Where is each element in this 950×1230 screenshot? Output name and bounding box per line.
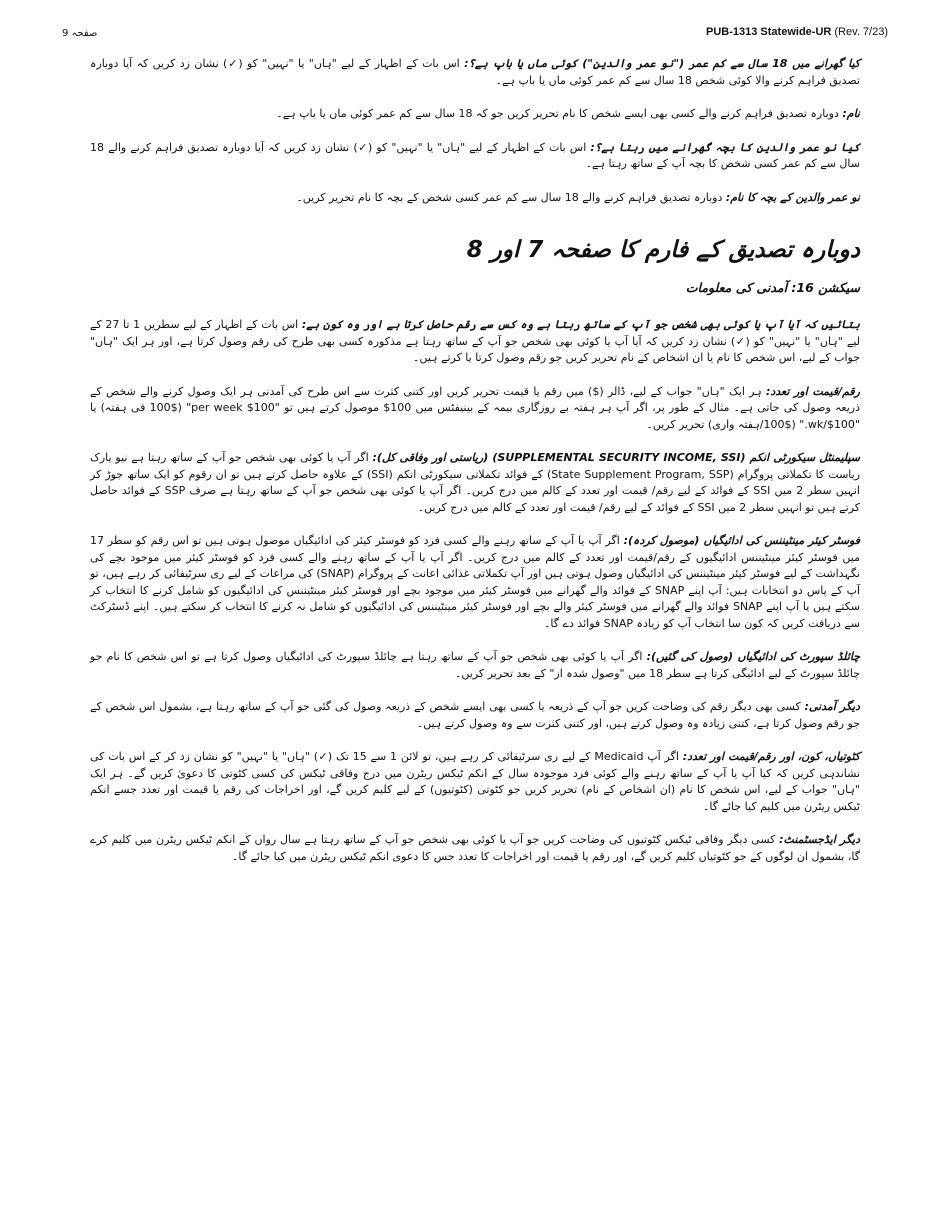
section-paragraph-6 [90,699,860,732]
section-paragraph-2 [90,384,860,434]
section-label-1: بتائیں کہ آیا آپ یا کوئی بھی شخص جو آپ کے ساتھ رہتا ہے وہ کس سے رقم حاصل کرتا ہے اور وہ کون ہے: [301,318,860,331]
section-text-7: اگر آپ Medicaid کے لیے ری سرٹیفائی کر رہے ہیں، تو لائن 1 سے 15 تک (✓) "ہاں" یا "نہیں" کو نشان زد کر کے اس بات کی نشاندہی کریں کہ کیا آپ یا آپ کے ساتھ رہنے والے کوئی فرد موجودہ سال کے انکم ٹیکس ریٹرن میں درج وفاقی ٹیکس کی کسی کٹوتی کا دعویٰ کریں گے۔ ہر ایک "ہاں" جواب کے لیے، اس شخص کا نام (ان اشخاص کے نام) تحریر کریں جو کٹوتی (کٹوتیوں) کے لیے کلیم کریں گے، اور اخراجات کی رقم یا قیمت اور تعدد جسے انکم ٹیکس ریٹرن میں کلیم کیا جائے گا۔ [90,750,860,813]
intro-paragraph-4 [90,190,860,207]
section-text-2: ہر ایک "ہاں" جواب کے لیے، ڈالر ($) میں رقم یا قیمت تحریر کریں اور کتنی کثرت سے اس طرح کی آمدنی ہر ایک وصول کرنے والے شخص کے ذریعہ وصول کی جاتی ہے۔ مثال کے طور پر، اگر آپ ہر ہفتہ بے روزگاری بیمہ کے بینیفٹس میں 100$ موصول کرتے ہیں تو "100$ per week" (100$ فی ہفتہ) یا "100$/wk." (100$/ہفتہ واری) تحریر کریں۔ [90,384,860,431]
section-heading: سیکشن 16: آمدنی کی معلومات [685,280,860,295]
main-heading: دوبارہ تصدیق کے فارم کا صفحہ 7 اور 8 [466,237,860,263]
intro-label-2: نام: [842,107,860,120]
section-text-4: اگر آپ یا آپ کے ساتھ رہنے والے کسی فرد کو فوسٹر کیئر کی ادائیگیاں موصول ہوتی ہیں تو اس رقم کو سطر 17 میں فوسٹر کیئر مینٹیننس ادائیگیوں کے رقم/قیمت اور تعدد کے کالم میں درج کریں۔ اگر آپ یا آپ کے ساتھ رہنے والے کسی فرد کو فوسٹر کیئر میں موجود بچے کی نگہداشت کے لیے فوسٹر کیئر مینٹیننس کی ادائیگیاں وصول ہوتی ہیں اور آپ تکملاتی غذائی اعانت کے پروگرام (SNAP) کی مراعات کے لیے ری سرٹیفائی کر رہے ہیں، تو آپ کے پاس دو انتخابات ہیں: آپ اپنے SNAP کے فوائد والے گھرانے میں فوسٹر کیئر میں موجود بچے اور فوسٹر کیئر مینٹیننس کی ادائیگیوں کو شامل کرنے کا انتخاب کر سکتے ہیں یا آپ اپنے SNAP فوائد والے گھرانے میں فوسٹر کیئر والے بچے اور فوسٹر کیئر مینٹیننس کی ادائیگیوں کو شامل نہ کرنے کا انتخاب کر سکتے ہیں۔ اپنے ڈسٹرکٹ سے دریافت کریں کہ کون سا انتخاب آپ کو زیادہ SNAP فوائد دے گا۔ [90,534,861,630]
section-paragraph-7 [90,749,860,815]
section-label-8: دیگر ایڈجسٹمنٹ: [779,833,860,846]
section-text-8: کسی دیگر وفاقی ٹیکس کٹوتیوں کی وضاحت کریں جو آپ یا کوئی بھی شخص جو آپ کے ساتھ رہتا ہے سال رواں کے انکم ٹیکس ریٹرن میں کلیم کرے گا، بشمول ان لوگوں کے جو کٹوتیاں کلیم کریں گے، اور رقم یا قیمت اور اخراجات کا تعدد جس کا دعوی انکم ٹیکس ریٹرن میں کیا جائے گا۔ [90,833,860,863]
section-paragraph-3 [90,450,860,516]
intro-label-4: نو عمر والدین کے بچہ کا نام: [725,190,860,204]
publication-id [706,26,888,38]
intro-text-1: اس بات کے اظہار کے لیے "ہاں" یا "نہیں" کو (✓) نشان زد کریں کہ آیا دوبارہ تصدیق فراہم کرنے والا کوئی شخص 18 سال سے کم عمر کوئی ماں یا باپ ہے۔ [90,57,860,87]
section-label-6: دیگر آمدنی: [804,700,860,713]
section-label-2: رقم/قیمت اور تعدد: [765,384,860,398]
section-label-5: چائلڈ سپورٹ کی ادائیگیاں (وصول کی گئیں): [646,650,860,663]
section-text-6: کسی بھی دیگر رقم کی وضاحت کریں جو آپ کے ذریعہ یا کسی بھی ایسے شخص کے ذریعہ وصول کی گئی جو آپ کے ساتھ رہتا ہے، بشمول اس شخص کے جو رقم وصول کرتا ہے، کتنی زیادہ وہ وصول کرتے ہیں، اور کتنی کثرت سے وہ وصول کرتے ہیں۔ [90,700,860,730]
section-paragraph-5 [90,649,860,682]
section-paragraph-4 [90,533,860,632]
intro-text-2: دوبارہ تصدیق فراہم کرنے والے کسی بھی ایسے شخص کا نام تحریر کریں جو کہ 18 سال سے کم عمر کوئی ماں یا باپ ہے۔ [276,107,843,120]
section-paragraph-8 [90,832,860,865]
intro-paragraph-1 [90,56,860,89]
intro-paragraph-3 [90,140,860,173]
page-number: صفحہ 9 [62,28,98,39]
intro-label-3: کیا نو عمر والدین کا بچہ گھرانے میں رہتا ہے؟: [590,140,860,154]
document-body [90,56,860,882]
section-text-1: اس بات کے اظہار کے لیے سطریں 1 تا 27 کے لیے "ہاں" یا "نہیں" کو (✓) نشان زد کریں کہ آیا آپ یا کوئی بھی شخص جو آپ کے ساتھ رہتا ہے مذکورہ کسی بھی طرح کی رقم وصول کرتا ہے، اور ہر ایک "ہاں" جواب کے لیے، اس شخص کا نام یا ان اشخاص کے نام تحریر کریں جو رقم وصول کرتا یا کرتے ہیں۔ [90,318,860,364]
section-text-3: اگر آپ یا کوئی بھی شخص جو آپ کے ساتھ رہتا ہے نیو یارک ریاست کا تکملاتی پروگرام (State Supplement Program, SSP) کے فوائد تکملاتی سیکورٹی انکم (SSI) کے علاوہ حاصل کرتے ہیں تو ان رقوم کو ایک ساتھ جوڑ کر انہیں سطر 2 میں SSI کے فوائد کے لیے رقم/ قیمت اور تعدد کے کالم میں درج کریں۔ اگر آپ یا کوئی بھی شخص جو آپ کے ساتھ رہتا ہے صرف SSP کے فوائد حاصل کرتے ہیں تو انہیں سطر 2 میں SSI کے فوائد کے لیے رقم/ قیمت اور تعدد کے کالم میں درج کریں۔ [90,451,861,514]
pub-id: PUB-1313 Statewide-UR [706,26,832,38]
section-text-5: اگر آپ یا کوئی بھی شخص جو آپ کے ساتھ رہتا ہے چائلڈ سپورٹ کی ادائیگیاں وصول کرتا ہے تو اس شخص کا نام جو چائلڈ سپورٹ کے لیے ادائیگی کرتا ہے سطر 18 میں "وصول شدہ از" کے بعد تحریر کریں۔ [90,650,860,680]
intro-label-1: کیا گھرانے میں 18 سال سے کم عمر ("نو عمر والدین") کوئی ماں یا باپ ہے؟: [464,57,861,70]
section-label-3: سپلیمنٹل سیکورٹی انکم (SUPPLEMENTAL SECURITY INCOME, SSI) (ریاستی اور وفاقی کل): [372,451,860,464]
intro-text-3: اس بات کے اظہار کے لیے "ہاں" یا "نہیں" کو (✓) نشان زد کریں کہ آیا دوبارہ تصدیق فراہم کرنے والے 18 سال سے کم عمر کسی شخص کا بچہ آپ کے ساتھ رہتا ہے۔ [90,140,860,170]
section-paragraph-1 [90,317,860,367]
intro-text-4: دوبارہ تصدیق فراہم کرنے والے 18 سال سے کم عمر کسی شخص کے بچہ کا نام تحریر کریں۔ [296,190,726,204]
intro-paragraph-2 [90,106,860,123]
revision: (Rev. 7/23) [834,26,888,38]
section-label-4: فوسٹر کیئر مینٹیننس کی ادائیگیاں (موصول کردہ): [623,534,860,547]
section-label-7: کٹوتیاں، کون، اور رقم/قیمت اور تعدد: [682,750,861,763]
